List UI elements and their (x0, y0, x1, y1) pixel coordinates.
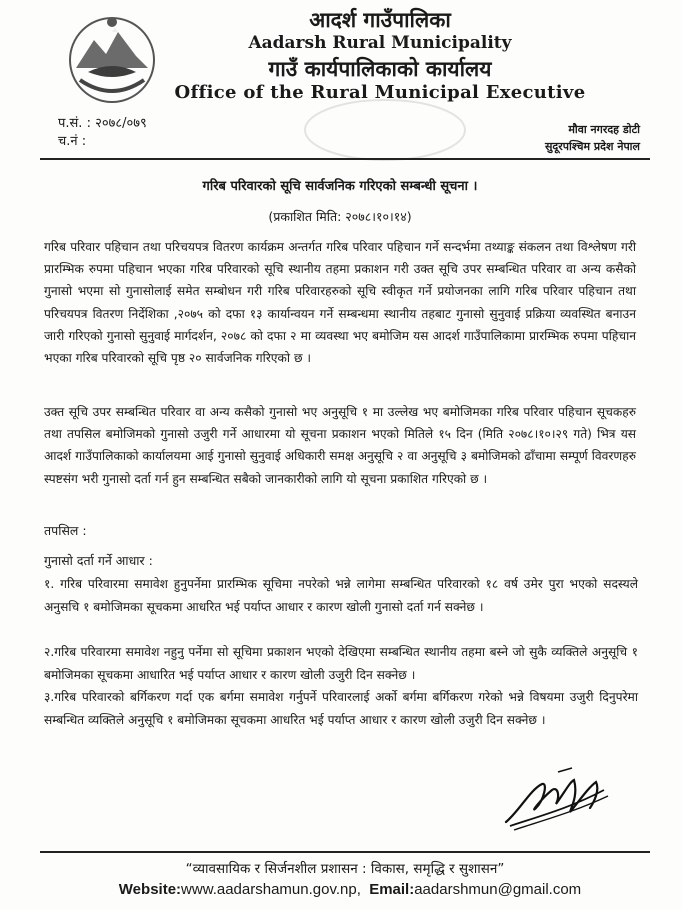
address-line-2: सुदूरपश्चिम प्रदेश नेपाल (544, 140, 640, 153)
title-english: Aadarsh Rural Municipality (248, 33, 512, 53)
list-item: ३.गरिब परिवारको बर्गिकरण गर्दा एक बर्गमा समावेश गर्नुपर्ने परिवारलाई अर्को बर्गमा बर्गिकरण गरेको भन्ने विषयमा उजुरी दिनुपरेमा सम्बन्धित व्यक्तिले अनुसूचि १ बमोजिमका सूचकमा आधरित भई पर्याप्त आधार र कारण खोली उजुरी दिन सक्नेछ । (44, 690, 638, 727)
footer-contact (40, 881, 660, 898)
stamp-ghost-icon (300, 95, 470, 165)
office-nepali: गाउँ कार्यपालिकाको कार्यालय (268, 57, 492, 81)
list-item: १. गरिब परिवारमा समावेश हुनुपर्नेमा प्रारम्भिक सूचिमा नपरेको भन्ने लागेमा सम्बन्धित परिवारको १८ वर्ष उमेर पुरा भएको सदस्यले अनुसचि १ बमोजिमका सूचकमा आधरित भई पर्याप्त आधार र कारण खोली गुनासो दर्ता गर्न सक्नेछ । (44, 577, 638, 614)
office-english: Office of the Rural Municipal Executive (174, 82, 586, 103)
address-line-1: मौवा नगरदह डोटी (568, 123, 640, 136)
website-label: Website: (118, 881, 182, 898)
schedule-heading: तपसिल : (44, 523, 87, 538)
notice-paragraph-1: गरिब परिवार पहिचान तथा परिचयपत्र वितरण कार्यक्रम अन्तर्गत गरिब परिवार पहिचान गर्ने सन्दर्भमा तथ्याङ्क संकलन तथा विश्लेषण गरी प्रारम्भिक रुपमा पहिचान भएका गरिब परिवारको सूचि स्थानीय तहमा प्रकाशन गरी उक्त सूचि उपर सम्बन्धित परिवार वा अन्य कसैको गुनासो भएमा सो गुनासोलाई समेत सम्बोधन गरी गरिब परिवारहरुको सूचि स्वीकृत गर्ने प्रयोजनका लागि गरिब परिवार पहिचान तथा परिचयपत्र वितरण निर्देशिका ,२०७५ को दफा १३ कार्यान्वयन गर्ने सम्बन्धमा स्थानीय तहबाट गुनासो सुनुवाई प्रक्रिया व्यवस्थित बनाउन जारी गरिएको गुनासो सुनुवाई मार्गदर्शन, २०७८ को दफा २ मा व्यवस्था भए बमोजिम यस आदर्श गाउँपालिकामा प्रारम्भिक रुपमा पहिचान भएका गरिब परिवारको सूचि पृष्ठ २० सार्वजनिक गरिएको छ । (44, 240, 636, 366)
signature-icon (500, 760, 612, 835)
footer-divider (40, 851, 650, 853)
notice-subject: गरिब परिवारको सूचि सार्वजनिक गरिएको सम्बन्धी सूचना । (202, 179, 478, 194)
complaint-basis-heading: गुनासो दर्ता गर्ने आधार : (44, 553, 153, 568)
list-item: २.गरिब परिवारमा समावेश नहुनु पर्नेमा सो सूचिमा प्रकाशन भएको देखिएमा सम्बन्धित स्थानीय तहमा बस्ने जो सुकै व्यक्तिले अनुसूचि १ बमोजिमका सूचकमा आधारित भई पर्याप्त आधार र कारण खोली उजुरी दिन सक्नेछ । (44, 645, 638, 682)
header-divider (40, 158, 650, 160)
published-date: (प्रकाशित मिति: २०७८।१०।१४) (268, 209, 412, 224)
email-link[interactable]: aadarshmun@gmail.com (414, 881, 582, 898)
letter-number: प.सं. : २०७८/०७९ (58, 116, 147, 131)
title-nepali: आदर्श गाउँपालिका (309, 8, 451, 32)
email-label: Email: (369, 881, 415, 898)
footer-motto: “व्यावसायिक र सिर्जनशील प्रशासन : विकास, समृद्धि र सुशासन” (185, 861, 505, 877)
website-link[interactable]: www.aadarshamun.gov.np, (181, 881, 361, 898)
notice-paragraph-2: उक्त सूचि उपर सम्बन्धित परिवार वा अन्य कसैको गुनासो भए अनुसूचि १ मा उल्लेख भए बमोजिमका गरिब परिवार पहिचान सूचकहरु तथा तपसिल बमोजिमको गुनासो उजुरी गर्ने आधारमा यो सूचना प्रकाशन भएको मितिले १५ दिन (मिति २०७८।१०।२९ गते) भित्र यस आदर्श गाउँपालिकाको कार्यालयमा आई गुनासो सुनुवाई अधिकारी समक्ष अनुसूचि २ वा अनुसूचि ३ बमोजिमको ढाँचामा सम्पूर्ण विवरणहरु स्पष्टसंग भरी गुनासो दर्ता गर्न हुन सम्बन्धित सबैको जानकारीको लागि यो सूचना प्रकाशित गरिएको छ । (44, 405, 636, 486)
dispatch-number: च.नं : (58, 134, 87, 149)
